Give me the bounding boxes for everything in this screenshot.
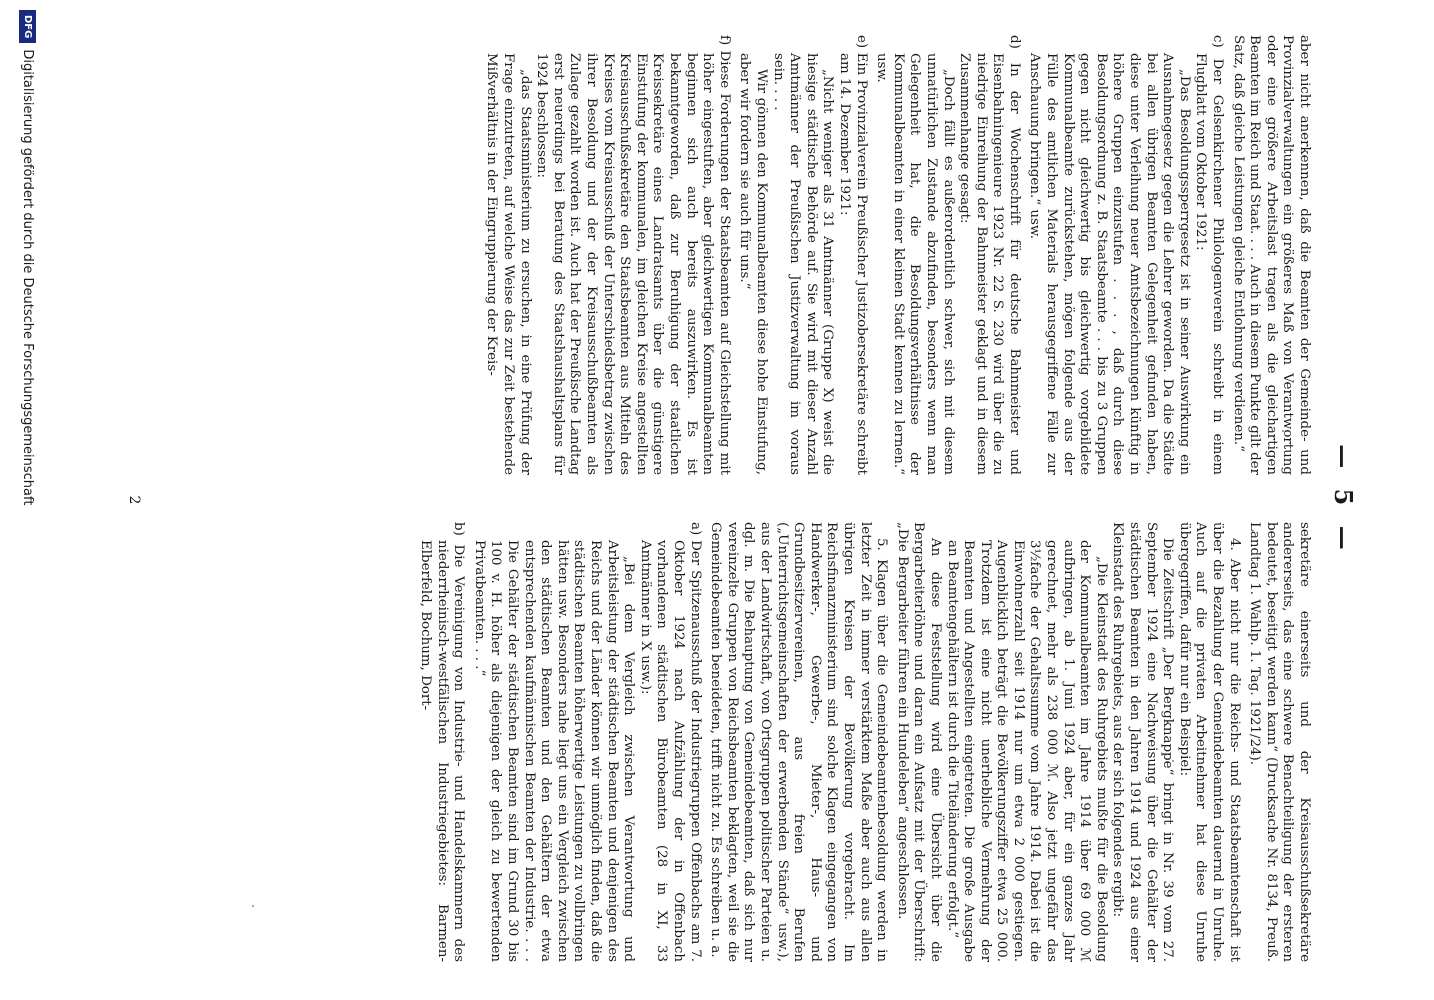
quote: Wir gönnen den Kommunalbeamten diese hohe Einstufung, aber wir fordern sie auch für uns.“ bbox=[737, 53, 769, 475]
quote: „Nicht weniger als 31 Amtmänner (Gruppe X) weist die hiesige städtische Behörde auf. Sie wird mit dieser Anzahl Amtmänner der Preußischen Justizverwaltung im voraus sein. . . . bbox=[770, 53, 836, 475]
paragraph-item-a: a) Der Spitzenausschuß der Industriegruppen Offenbachs am 7. Oktober 1924 nach Aufzählung der in Offenbach vorhandenen städtischen Bürobeamten (28 in XI, 33 Amtmänner in X usw.): bbox=[637, 522, 703, 962]
paragraph: sekretäre einerseits und der Kreisausschußsekretäre andererseits, das eine schwere Benachteiligung der ersteren bedeutet, beseitigt werden kann“ (Drucksache Nr. 8134, Preuß. Landtag 1. Wahlp. 1. Tag. 1921/24). bbox=[1247, 522, 1312, 962]
paragraph: aber nicht anerkennen, daß die Beamten der Gemeinde- und Provinzialverwaltungen ein größeres Maß von Verantwortung oder eine größere Arbeitslast tragen als die gleichartigen Beamten im Reich und Staat. . . . Auch in diesem Punkte gilt der Satz, daß gleiche Leistungen gleiche Entlohnung verdienen.“ bbox=[1230, 35, 1312, 475]
paragraph-item-e: e) Ein Provinzialverein Preußischer Justizobersekretäre schreibt am 14. Dezember 1921: bbox=[836, 35, 869, 475]
quote: „Doch fällt es außerordentlich schwer, sich mit diesem unnatürlichen Zustande abzufinden, besonders wenn man Gelegenheit hat, die Besoldungsverhältnisse der Kommunalbeamten in einer kleinen Stadt kennen zu lernen.“ usw. bbox=[874, 53, 956, 475]
paragraph-item-b: b) Die Vereinigung von Industrie- und Handelskammern des niederrheinisch-westfälischen Industriegebietes: Barmen-Elberfeld, Bochum, Dort- bbox=[418, 522, 467, 962]
paragraph-item-d: d) In der Wochenschrift für deutsche Bahnmeister und Eisenbahningenieure 1923 Nr. 22 S. 230 wird über die zu niedrige Einreihung der Bahnmeister geklagt und in diesem Zusammenhange gesagt: bbox=[957, 35, 1022, 475]
quote: „das Staatsministerium zu ersuchen, in eine Prüfung der Frage einzutreten, auf welche Weise das zur Zeit bestehende Mißverhältnis in der Eingruppierung der Kreis- bbox=[484, 53, 533, 475]
dfg-logo: DFG bbox=[19, 10, 36, 43]
sheet-signature: 2 bbox=[126, 495, 142, 505]
footer-text: Digitalisierung gefördert durch die Deutsche Forschungsgemeinschaft bbox=[20, 49, 35, 506]
right-column bbox=[417, 522, 1312, 962]
paragraph-section-4: 4. Aber nicht nur die Reichs- und Staatsbeamtenschaft ist über die Bezahlung der Gemeindebeamten dauernd in Unruhe. Auch auf die privaten Arbeitnehmer hat diese Unruhe übergegriffen, dafür nur ein Beispiel: bbox=[1176, 522, 1242, 962]
paragraph-item-c: c) Der Gelsenkirchener Philologenverein schreibt in einem Flugblatt vom Oktober 1921: bbox=[1193, 35, 1226, 475]
quote: „Das Besoldungssperrgesetz ist in seiner Auswirkung ein Ausnahmegesetz gegen die Lehrer geworden. Da die Städte bei allen übrigen Beamten Gelegenheit gefunden haben, diese unter Verleihung neuer Amtsbezeichnungen künftig in höhere Gruppen einzustufen . . . , daß durch diese Besoldungsordnung z. B. Staatsbeamte . . . bis zu 3 Gruppen gegen nicht gleichwertig bis gleichwertig vorgebildete Kommunalbeamte zurückstehen, mögen folgende aus der Fülle des amtlichen Materials herausgegriffene Fälle zur Anschauung bringen.“ usw. bbox=[1027, 53, 1192, 475]
digitization-footer bbox=[19, 10, 36, 505]
quote: „Die Kleinstadt des Ruhrgebiets mußte für die Besoldung der Kommunalbeamten im Jahre 1914 über 69 000 ℳ aufbringen, ab 1. Juni 1924 aber, für ein ganzes Jahr gerechnet, mehr als 238 000 ℳ. Also jetzt ungefähr das 3½fache der Gehaltssumme vom Jahre 1914. Dabei ist die Einwohnerzahl seit 1914 nur um etwa 2 000 gestiegen. Augenblicklich beträgt die Bevölkerungsziffer etwa 25 000. Trotzdem ist eine nicht unerhebliche Vermehrung der Beamten und Angestellten eingetreten. Die große Ausgabe an Beamtengehältern ist durch die Titeländerung erfolgt.“ bbox=[944, 540, 1109, 962]
quote: „Bei dem Vergleich zwischen Verantwortung und Arbeitsleistung der städtischen Beamten und denjenigen des Reichs und der Länder können wir unmöglich finden, daß die städtischen Beamten höherwertige Leistungen zu vollbringen hätten usw. Besonders nahe liegt uns ein Vergleich zwischen den städtischen Beamten und den Gehältern der etwa entsprechenden kaufmännischen Beamten der Industrie. . . . Die Gehälter der städtischen Beamten sind im Grund 30 bis 100 v. H. höher als diejenigen der gleich zu bewertenden Privatbeamten. . . .“ bbox=[471, 540, 637, 962]
left-column bbox=[483, 35, 1312, 475]
page-number: — 5 — bbox=[1329, 444, 1358, 556]
paragraph-section-5: 5. Klagen über die Gemeindebeamtenbesoldung werden in letzter Zeit in immer verstärktem Maße aber auch aus allen übrigen Kreisen der Bevölkerung vorgebracht. Im Reichsfinanzministerium sind solche Klagen eingegangen von Handwerker-, Gewerbe-, Mieter-, Haus- und Grundbesitzervereinen, aus freien Berufen („Unterrichtsgemeinschaften der erwerbenden Stände“ usw.), aus der Landwirtschaft, von Ortsgruppen politischer Parteien u. dgl. m. Die Behauptung von Gemeindebeamten, daß sich nur vereinzelte Gruppen von Reichsbeamten beklagten, weil sie die Gemeindebeamten beneideten, trifft nicht zu. Es schreiben u. a. bbox=[708, 522, 890, 962]
paragraph-item-f: f) Diese Forderungen der Staatsbeamten auf Gleichstellung mit höher eingestuften, aber gleichwertigen Kommunalbeamten beginnen sich auch bereits auszuwirken. Es ist bekanntgeworden, daß zur Beruhigung der staatlichen Kreissekretäre eines Landratsamts über die günstigere Einstufung der kommunalen, im gleichen Kreise angestellten Kreisausschußsekretäre den Staatsbeamten aus Mitteln des Kreises vom Kreisausschuß der Unterschiedsbetrag zwischen ihrer Besoldung und der der Kreisausschußbeamten als Zulage gezahlt worden ist. Auch hat der Preußische Landtag erst neuerdings bei Beratung des Staatshaushaltsplans für 1924 beschlossen: bbox=[534, 35, 732, 475]
paragraph: Die Zeitschrift „Der Bergknappe“ bringt in Nr. 39 vom 27. September 1924 eine Nachweisung über die Gehälter der städtischen Beamten in den Jahren 1914 und 1924 aus einer Kleinstadt des Ruhrgebiets, aus der sich folgendes ergibt: bbox=[1110, 522, 1176, 962]
paragraph: An diese Feststellung wird eine Übersicht über die Bergarbeiterlöhne und daran ein Aufsatz mit der Überschrift: „Die Bergarbeiter führen ein Hundeleben“ angeschlossen. bbox=[894, 522, 943, 962]
